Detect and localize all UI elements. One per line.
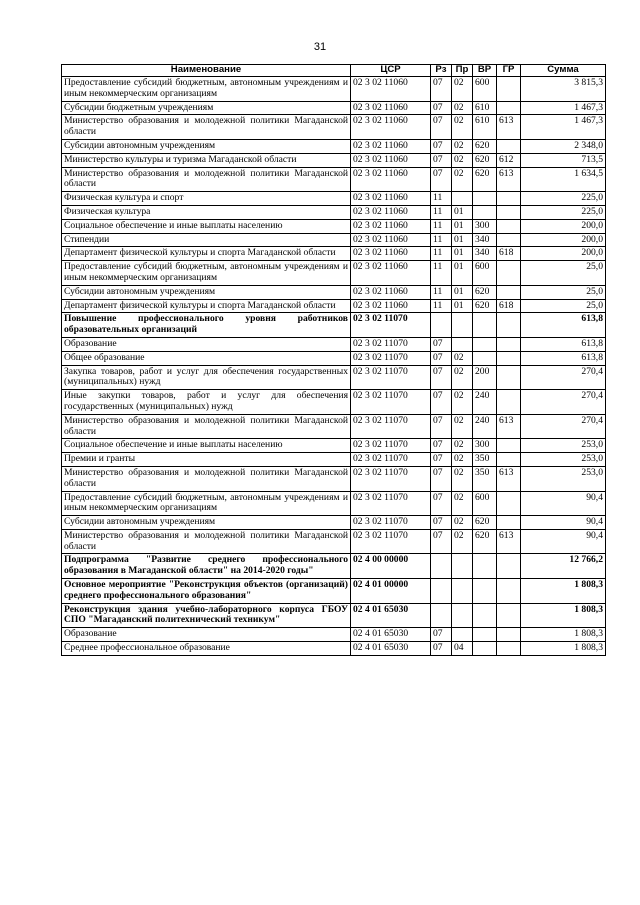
header-sum: Сумма xyxy=(521,65,606,77)
cell-sum: 270,4 xyxy=(521,390,606,415)
cell-name: Департамент физической культуры и спорта Магаданской области xyxy=(62,247,351,261)
table-row xyxy=(62,337,606,351)
cell-csr: 02 3 02 11060 xyxy=(351,285,431,299)
table-row xyxy=(62,139,606,153)
cell-vr: 610 xyxy=(473,115,497,140)
cell-name: Реконструкция здания учебно-лабораторного корпуса ГБОУ СПО "Магаданский политехнический техникум" xyxy=(62,603,351,628)
cell-vr: 620 xyxy=(473,516,497,530)
cell-name: Предоставление субсидий бюджетным, автономным учреждениям и иным некоммерческим организациям xyxy=(62,261,351,286)
cell-sum: 1 808,3 xyxy=(521,579,606,604)
cell-vr xyxy=(473,351,497,365)
cell-pr xyxy=(452,579,473,604)
cell-sum: 25,0 xyxy=(521,285,606,299)
cell-sum: 25,0 xyxy=(521,299,606,313)
cell-rz: 11 xyxy=(431,205,452,219)
cell-name: Предоставление субсидий бюджетным, автономным учреждениям и иным некоммерческим организациям xyxy=(62,77,351,102)
cell-csr: 02 3 02 11070 xyxy=(351,453,431,467)
cell-name: Субсидии бюджетным учреждениям xyxy=(62,101,351,115)
cell-pr: 01 xyxy=(452,219,473,233)
cell-csr: 02 3 02 11070 xyxy=(351,466,431,491)
table-row xyxy=(62,299,606,313)
cell-pr: 02 xyxy=(452,351,473,365)
cell-csr: 02 3 02 11060 xyxy=(351,233,431,247)
cell-vr xyxy=(473,603,497,628)
cell-gr xyxy=(497,439,521,453)
cell-rz: 07 xyxy=(431,529,452,554)
table-row xyxy=(62,491,606,516)
table-row xyxy=(62,579,606,604)
cell-csr: 02 3 02 11060 xyxy=(351,77,431,102)
cell-name: Министерство образования и молодежной политики Магаданской области xyxy=(62,529,351,554)
cell-csr: 02 3 02 11070 xyxy=(351,390,431,415)
cell-gr xyxy=(497,285,521,299)
cell-pr: 01 xyxy=(452,205,473,219)
table-row xyxy=(62,101,606,115)
cell-rz: 07 xyxy=(431,139,452,153)
cell-vr: 350 xyxy=(473,466,497,491)
cell-pr: 02 xyxy=(452,139,473,153)
table-row xyxy=(62,516,606,530)
cell-vr xyxy=(473,642,497,656)
cell-gr: 618 xyxy=(497,299,521,313)
cell-rz: 11 xyxy=(431,261,452,286)
table-row xyxy=(62,453,606,467)
cell-name: Подпрограмма "Развитие среднего профессионального образования в Магаданской области" на 2014-2020 годы" xyxy=(62,554,351,579)
cell-sum: 270,4 xyxy=(521,414,606,439)
cell-csr: 02 3 02 11060 xyxy=(351,261,431,286)
cell-name: Повышение профессионального уровня работников образовательных организаций xyxy=(62,313,351,338)
cell-vr: 300 xyxy=(473,439,497,453)
cell-sum: 90,4 xyxy=(521,529,606,554)
cell-rz xyxy=(431,313,452,338)
cell-rz: 07 xyxy=(431,365,452,390)
cell-gr xyxy=(497,554,521,579)
cell-pr: 02 xyxy=(452,491,473,516)
cell-gr xyxy=(497,491,521,516)
cell-pr: 02 xyxy=(452,439,473,453)
cell-csr: 02 3 02 11060 xyxy=(351,153,431,167)
header-name: Наименование xyxy=(62,65,351,77)
cell-vr: 340 xyxy=(473,247,497,261)
table-row xyxy=(62,219,606,233)
cell-sum: 225,0 xyxy=(521,205,606,219)
cell-gr xyxy=(497,390,521,415)
cell-gr: 613 xyxy=(497,529,521,554)
cell-name: Среднее профессиональное образование xyxy=(62,642,351,656)
cell-name: Министерство образования и молодежной политики Магаданской области xyxy=(62,466,351,491)
cell-pr xyxy=(452,313,473,338)
cell-gr xyxy=(497,205,521,219)
cell-gr xyxy=(497,453,521,467)
cell-csr: 02 3 02 11070 xyxy=(351,414,431,439)
cell-csr: 02 3 02 11060 xyxy=(351,139,431,153)
cell-csr: 02 3 02 11060 xyxy=(351,205,431,219)
cell-sum: 613,8 xyxy=(521,351,606,365)
table-row xyxy=(62,439,606,453)
cell-gr xyxy=(497,219,521,233)
cell-rz: 11 xyxy=(431,299,452,313)
cell-sum: 253,0 xyxy=(521,453,606,467)
cell-rz xyxy=(431,579,452,604)
cell-vr: 620 xyxy=(473,299,497,313)
table-row xyxy=(62,205,606,219)
cell-vr: 620 xyxy=(473,139,497,153)
cell-pr xyxy=(452,337,473,351)
cell-vr xyxy=(473,205,497,219)
cell-name: Министерство образования и молодежной политики Магаданской области xyxy=(62,414,351,439)
cell-name: Иные закупки товаров, работ и услуг для обеспечения государственных (муниципальных) нужд xyxy=(62,390,351,415)
cell-sum: 253,0 xyxy=(521,439,606,453)
cell-pr: 01 xyxy=(452,285,473,299)
cell-gr xyxy=(497,337,521,351)
cell-vr: 600 xyxy=(473,261,497,286)
header-gr: ГР xyxy=(497,65,521,77)
cell-name: Физическая культура и спорт xyxy=(62,192,351,206)
cell-sum: 1 467,3 xyxy=(521,115,606,140)
cell-pr: 02 xyxy=(452,453,473,467)
header-csr: ЦСР xyxy=(351,65,431,77)
cell-vr: 200 xyxy=(473,365,497,390)
cell-rz: 07 xyxy=(431,337,452,351)
cell-csr: 02 3 02 11070 xyxy=(351,439,431,453)
cell-name: Министерство культуры и туризма Магаданской области xyxy=(62,153,351,167)
cell-pr: 02 xyxy=(452,101,473,115)
cell-pr: 02 xyxy=(452,466,473,491)
header-vr: ВР xyxy=(473,65,497,77)
cell-csr: 02 3 02 11060 xyxy=(351,247,431,261)
cell-pr: 01 xyxy=(452,247,473,261)
cell-rz: 11 xyxy=(431,285,452,299)
budget-table xyxy=(61,64,606,656)
cell-rz xyxy=(431,554,452,579)
cell-csr: 02 3 02 11070 xyxy=(351,529,431,554)
header-rz: Рз xyxy=(431,65,452,77)
table-row xyxy=(62,351,606,365)
table-row xyxy=(62,77,606,102)
cell-pr: 01 xyxy=(452,233,473,247)
cell-pr xyxy=(452,603,473,628)
cell-rz: 11 xyxy=(431,233,452,247)
cell-csr: 02 3 02 11070 xyxy=(351,491,431,516)
cell-name: Общее образование xyxy=(62,351,351,365)
cell-pr xyxy=(452,192,473,206)
cell-name: Основное мероприятие "Реконструкция объектов (организаций) среднего профессионального образования" xyxy=(62,579,351,604)
cell-rz: 07 xyxy=(431,491,452,516)
cell-sum: 2 348,0 xyxy=(521,139,606,153)
cell-csr: 02 4 01 65030 xyxy=(351,628,431,642)
cell-gr: 613 xyxy=(497,167,521,192)
table-row xyxy=(62,313,606,338)
cell-csr: 02 4 01 65030 xyxy=(351,603,431,628)
cell-rz: 07 xyxy=(431,628,452,642)
cell-vr: 300 xyxy=(473,219,497,233)
cell-vr: 600 xyxy=(473,77,497,102)
cell-name: Социальное обеспечение и иные выплаты населению xyxy=(62,219,351,233)
table-row xyxy=(62,365,606,390)
cell-vr: 350 xyxy=(473,453,497,467)
table-row xyxy=(62,628,606,642)
cell-csr: 02 3 02 11070 xyxy=(351,337,431,351)
cell-pr: 02 xyxy=(452,167,473,192)
cell-pr xyxy=(452,628,473,642)
cell-vr xyxy=(473,579,497,604)
cell-csr: 02 3 02 11070 xyxy=(351,313,431,338)
table-row xyxy=(62,192,606,206)
cell-sum: 1 634,5 xyxy=(521,167,606,192)
table-row xyxy=(62,642,606,656)
table-body xyxy=(62,77,606,656)
cell-gr xyxy=(497,139,521,153)
cell-vr: 620 xyxy=(473,529,497,554)
cell-rz: 07 xyxy=(431,77,452,102)
table-row xyxy=(62,247,606,261)
cell-rz: 07 xyxy=(431,466,452,491)
cell-pr: 01 xyxy=(452,261,473,286)
cell-pr: 02 xyxy=(452,414,473,439)
cell-vr xyxy=(473,192,497,206)
cell-sum: 225,0 xyxy=(521,192,606,206)
cell-gr xyxy=(497,233,521,247)
cell-sum: 270,4 xyxy=(521,365,606,390)
cell-gr: 612 xyxy=(497,153,521,167)
cell-name: Премии и гранты xyxy=(62,453,351,467)
cell-sum: 1 808,3 xyxy=(521,628,606,642)
table-row xyxy=(62,285,606,299)
cell-csr: 02 4 00 00000 xyxy=(351,554,431,579)
cell-sum: 90,4 xyxy=(521,516,606,530)
cell-rz: 07 xyxy=(431,414,452,439)
cell-name: Социальное обеспечение и иные выплаты населению xyxy=(62,439,351,453)
table-row xyxy=(62,554,606,579)
cell-csr: 02 3 02 11060 xyxy=(351,101,431,115)
cell-sum: 3 815,3 xyxy=(521,77,606,102)
cell-rz: 07 xyxy=(431,167,452,192)
cell-rz: 07 xyxy=(431,453,452,467)
cell-sum: 613,8 xyxy=(521,337,606,351)
cell-gr: 618 xyxy=(497,247,521,261)
cell-sum: 713,5 xyxy=(521,153,606,167)
table-row xyxy=(62,414,606,439)
cell-csr: 02 3 02 11070 xyxy=(351,516,431,530)
cell-gr xyxy=(497,351,521,365)
cell-rz: 11 xyxy=(431,192,452,206)
cell-name: Департамент физической культуры и спорта Магаданской области xyxy=(62,299,351,313)
cell-name: Предоставление субсидий бюджетным, автономным учреждениям и иным некоммерческим организациям xyxy=(62,491,351,516)
cell-vr: 340 xyxy=(473,233,497,247)
table-row xyxy=(62,529,606,554)
cell-vr: 600 xyxy=(473,491,497,516)
cell-pr: 02 xyxy=(452,115,473,140)
cell-name: Образование xyxy=(62,337,351,351)
cell-name: Субсидии автономным учреждениям xyxy=(62,139,351,153)
cell-pr xyxy=(452,554,473,579)
cell-gr xyxy=(497,603,521,628)
cell-pr: 02 xyxy=(452,516,473,530)
page-number: 31 xyxy=(313,41,327,53)
cell-rz: 11 xyxy=(431,247,452,261)
cell-rz: 07 xyxy=(431,115,452,140)
header-pr: Пр xyxy=(452,65,473,77)
cell-gr xyxy=(497,628,521,642)
cell-name: Образование xyxy=(62,628,351,642)
cell-gr xyxy=(497,579,521,604)
cell-csr: 02 3 02 11060 xyxy=(351,167,431,192)
cell-rz: 07 xyxy=(431,642,452,656)
cell-pr: 02 xyxy=(452,365,473,390)
cell-csr: 02 4 01 65030 xyxy=(351,642,431,656)
cell-vr xyxy=(473,313,497,338)
table-row xyxy=(62,233,606,247)
cell-pr: 02 xyxy=(452,390,473,415)
cell-sum: 25,0 xyxy=(521,261,606,286)
cell-pr: 02 xyxy=(452,529,473,554)
cell-rz: 07 xyxy=(431,516,452,530)
cell-sum: 200,0 xyxy=(521,247,606,261)
cell-gr: 613 xyxy=(497,466,521,491)
table-header-row xyxy=(62,65,606,77)
cell-name: Министерство образования и молодежной политики Магаданской области xyxy=(62,167,351,192)
cell-name: Стипендии xyxy=(62,233,351,247)
cell-gr xyxy=(497,365,521,390)
cell-sum: 12 766,2 xyxy=(521,554,606,579)
cell-vr xyxy=(473,554,497,579)
cell-vr: 240 xyxy=(473,390,497,415)
cell-gr xyxy=(497,642,521,656)
cell-gr xyxy=(497,261,521,286)
cell-rz: 07 xyxy=(431,351,452,365)
cell-sum: 200,0 xyxy=(521,219,606,233)
cell-pr: 04 xyxy=(452,642,473,656)
cell-csr: 02 3 02 11060 xyxy=(351,299,431,313)
cell-gr xyxy=(497,192,521,206)
cell-vr: 620 xyxy=(473,285,497,299)
table-row xyxy=(62,153,606,167)
cell-gr xyxy=(497,313,521,338)
cell-rz: 07 xyxy=(431,439,452,453)
cell-rz xyxy=(431,603,452,628)
cell-vr xyxy=(473,628,497,642)
table-row xyxy=(62,603,606,628)
cell-csr: 02 3 02 11070 xyxy=(351,351,431,365)
cell-vr: 620 xyxy=(473,167,497,192)
cell-rz: 11 xyxy=(431,219,452,233)
cell-csr: 02 3 02 11060 xyxy=(351,192,431,206)
table-row xyxy=(62,167,606,192)
cell-sum: 1 467,3 xyxy=(521,101,606,115)
cell-name: Субсидии автономным учреждениям xyxy=(62,516,351,530)
cell-vr xyxy=(473,337,497,351)
cell-gr: 613 xyxy=(497,115,521,140)
table-row xyxy=(62,115,606,140)
cell-name: Министерство образования и молодежной политики Магаданской области xyxy=(62,115,351,140)
cell-sum: 1 808,3 xyxy=(521,642,606,656)
cell-rz: 07 xyxy=(431,101,452,115)
cell-pr: 02 xyxy=(452,153,473,167)
cell-csr: 02 4 01 00000 xyxy=(351,579,431,604)
cell-name: Субсидии автономным учреждениям xyxy=(62,285,351,299)
table-row xyxy=(62,390,606,415)
cell-csr: 02 3 02 11060 xyxy=(351,219,431,233)
cell-name: Физическая культура xyxy=(62,205,351,219)
cell-sum: 613,8 xyxy=(521,313,606,338)
cell-vr: 240 xyxy=(473,414,497,439)
cell-pr: 02 xyxy=(452,77,473,102)
cell-pr: 01 xyxy=(452,299,473,313)
cell-sum: 253,0 xyxy=(521,466,606,491)
cell-rz: 07 xyxy=(431,153,452,167)
cell-vr: 610 xyxy=(473,101,497,115)
cell-csr: 02 3 02 11060 xyxy=(351,115,431,140)
table-row xyxy=(62,466,606,491)
cell-gr xyxy=(497,516,521,530)
cell-gr: 613 xyxy=(497,414,521,439)
cell-csr: 02 3 02 11070 xyxy=(351,365,431,390)
cell-name: Закупка товаров, работ и услуг для обеспечения государственных (муниципальных) нужд xyxy=(62,365,351,390)
table-row xyxy=(62,261,606,286)
cell-sum: 90,4 xyxy=(521,491,606,516)
cell-gr xyxy=(497,77,521,102)
cell-rz: 07 xyxy=(431,390,452,415)
cell-vr: 620 xyxy=(473,153,497,167)
cell-gr xyxy=(497,101,521,115)
cell-sum: 1 808,3 xyxy=(521,603,606,628)
cell-sum: 200,0 xyxy=(521,233,606,247)
